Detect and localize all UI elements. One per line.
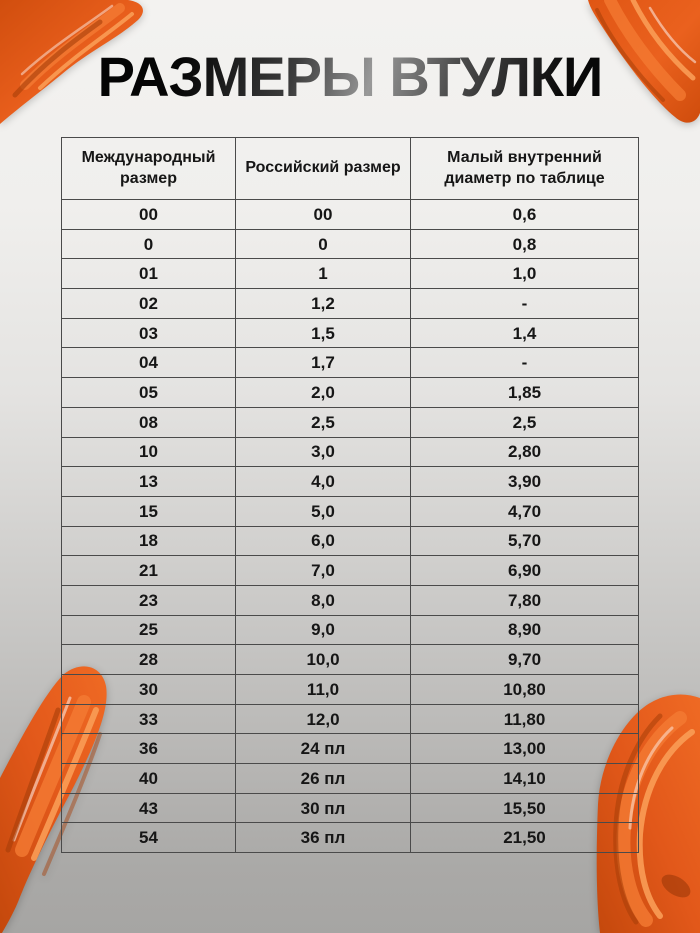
table-cell: 1,0	[411, 259, 639, 289]
table-cell: 1,2	[236, 289, 411, 319]
table-cell: 02	[62, 289, 236, 319]
table-cell: 24 пл	[236, 734, 411, 764]
table-cell: 9,70	[411, 645, 639, 675]
table-cell: 13,00	[411, 734, 639, 764]
table-cell: 1,4	[411, 318, 639, 348]
table-cell: 4,0	[236, 467, 411, 497]
col-header-international-size: Международный размер	[62, 138, 236, 200]
table-cell: 21,50	[411, 823, 639, 853]
table-cell: 11,0	[236, 675, 411, 705]
table-cell: 11,80	[411, 704, 639, 734]
table-cell: 15,50	[411, 793, 639, 823]
table-row	[62, 526, 639, 556]
table-row	[62, 704, 639, 734]
table-row	[62, 289, 639, 319]
table-cell: 14,10	[411, 764, 639, 794]
table-cell: 0,8	[411, 229, 639, 259]
table-cell: 0	[62, 229, 236, 259]
table-cell: 18	[62, 526, 236, 556]
table-cell: 01	[62, 259, 236, 289]
col-header-inner-diameter: Малый внутренний диаметр по таблице	[411, 138, 639, 200]
table-cell: 5,0	[236, 496, 411, 526]
table-row	[62, 378, 639, 408]
table-cell: 1,85	[411, 378, 639, 408]
table-cell: 43	[62, 793, 236, 823]
table-cell: 12,0	[236, 704, 411, 734]
table-cell: 05	[62, 378, 236, 408]
table-cell: 13	[62, 467, 236, 497]
table-cell: 10	[62, 437, 236, 467]
table-cell: 6,90	[411, 556, 639, 586]
table-cell: 5,70	[411, 526, 639, 556]
table-cell: 04	[62, 348, 236, 378]
table-row	[62, 318, 639, 348]
table-cell: 26 пл	[236, 764, 411, 794]
table-row	[62, 437, 639, 467]
table-cell: 40	[62, 764, 236, 794]
table-row	[62, 556, 639, 586]
size-table	[61, 137, 639, 853]
table-cell: 00	[236, 200, 411, 230]
table-row	[62, 615, 639, 645]
table-row	[62, 675, 639, 705]
table-cell: 2,80	[411, 437, 639, 467]
table-row	[62, 348, 639, 378]
table-cell: 2,5	[411, 407, 639, 437]
table-cell: 3,0	[236, 437, 411, 467]
table-cell: 2,0	[236, 378, 411, 408]
table-row	[62, 467, 639, 497]
table-cell: 7,80	[411, 585, 639, 615]
table-row	[62, 496, 639, 526]
table-body	[62, 200, 639, 853]
table-cell: 6,0	[236, 526, 411, 556]
table-cell: 10,0	[236, 645, 411, 675]
table-cell: 8,0	[236, 585, 411, 615]
table-cell: 2,5	[236, 407, 411, 437]
table-row	[62, 764, 639, 794]
table-cell: 30	[62, 675, 236, 705]
table-row	[62, 734, 639, 764]
table-cell: 1,5	[236, 318, 411, 348]
table-row	[62, 407, 639, 437]
table-row	[62, 823, 639, 853]
table-cell: 1,7	[236, 348, 411, 378]
table-cell: 33	[62, 704, 236, 734]
col-header-russian-size: Российский размер	[236, 138, 411, 200]
table-cell: 00	[62, 200, 236, 230]
table-cell: 54	[62, 823, 236, 853]
table-cell: 7,0	[236, 556, 411, 586]
table-row	[62, 585, 639, 615]
page-title: РАЗМЕРЫ ВТУЛКИ	[0, 48, 700, 107]
table-cell: 8,90	[411, 615, 639, 645]
table-cell: 0	[236, 229, 411, 259]
table-cell: 30 пл	[236, 793, 411, 823]
header-row	[62, 138, 639, 200]
table-cell: 36	[62, 734, 236, 764]
table-cell: 0,6	[411, 200, 639, 230]
table-cell: 28	[62, 645, 236, 675]
table-cell: 08	[62, 407, 236, 437]
table-row	[62, 793, 639, 823]
table-cell: 4,70	[411, 496, 639, 526]
table-row	[62, 259, 639, 289]
table-cell: 21	[62, 556, 236, 586]
table-cell: 9,0	[236, 615, 411, 645]
table-cell: 03	[62, 318, 236, 348]
table-cell: 15	[62, 496, 236, 526]
table-cell: 1	[236, 259, 411, 289]
table-cell: -	[411, 289, 639, 319]
table-row	[62, 229, 639, 259]
table-cell: 3,90	[411, 467, 639, 497]
table-cell: 36 пл	[236, 823, 411, 853]
table-cell: 25	[62, 615, 236, 645]
table-row	[62, 200, 639, 230]
table-cell: 10,80	[411, 675, 639, 705]
table-cell: -	[411, 348, 639, 378]
table-cell: 23	[62, 585, 236, 615]
table-row	[62, 645, 639, 675]
